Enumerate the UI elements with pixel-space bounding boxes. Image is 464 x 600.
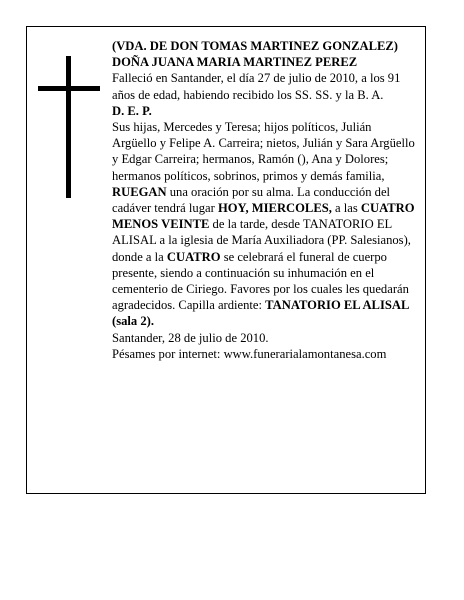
cross-vertical-bar bbox=[66, 56, 71, 198]
place-date: Santander, 28 de julio de 2010. bbox=[112, 330, 269, 345]
funeral-request bbox=[112, 184, 418, 330]
death-statement: Falleció en Santander, el día 27 de julio de 2010, a los 91 años de edad, habiendo recibido los SS. SS. y la B. A. bbox=[112, 71, 401, 102]
request-text-1: una oración por su alma. La conducción del cadáver tendrá lugar bbox=[112, 184, 391, 216]
request-text-4: se celebrará el funeral de cuerpo presente, siendo a continuación su inhumación en el cementerio de Ciriego. Favores por los cuales les quedarán agradecidos. Capilla ardiente: bbox=[112, 249, 409, 313]
request-funeral-time: CUATRO bbox=[166, 249, 221, 264]
request-day: HOY, MIERCOLES, bbox=[217, 201, 332, 216]
request-time: CUATRO MENOS VEINTE bbox=[112, 201, 415, 232]
request-chapel: TANATORIO EL ALISAL (sala 2). bbox=[112, 298, 409, 329]
request-text-2: a las bbox=[331, 201, 361, 216]
condolences-line: Pésames por internet: www.funerarialamontanesa.com bbox=[112, 346, 387, 361]
cross-icon bbox=[38, 56, 100, 198]
family-statement: Sus hijas, Mercedes y Teresa; hijos políticos, Julián Argüello y Felipe A. Carreira; nietos, Julián y Sara Argüello y Edgar Carreira; hermanos, Ramón (), Ana y Dolores; hermanos políticos, sobrinos, primos y demás familia, bbox=[112, 120, 415, 183]
dep-line: D. E. P. bbox=[112, 103, 152, 118]
cross-horizontal-bar bbox=[38, 86, 100, 91]
widow-line: (VDA. DE DON TOMAS MARTINEZ GONZALEZ) bbox=[112, 39, 398, 53]
request-text-3: de la tarde, desde TANATORIO EL ALISAL a la iglesia de María Auxiliadora (PP. Salesianos), donde a la bbox=[112, 217, 411, 264]
obituary-text bbox=[112, 38, 418, 362]
deceased-name: DOÑA JUANA MARIA MARTINEZ PEREZ bbox=[112, 55, 358, 70]
request-ruegan: RUEGAN bbox=[112, 184, 167, 199]
